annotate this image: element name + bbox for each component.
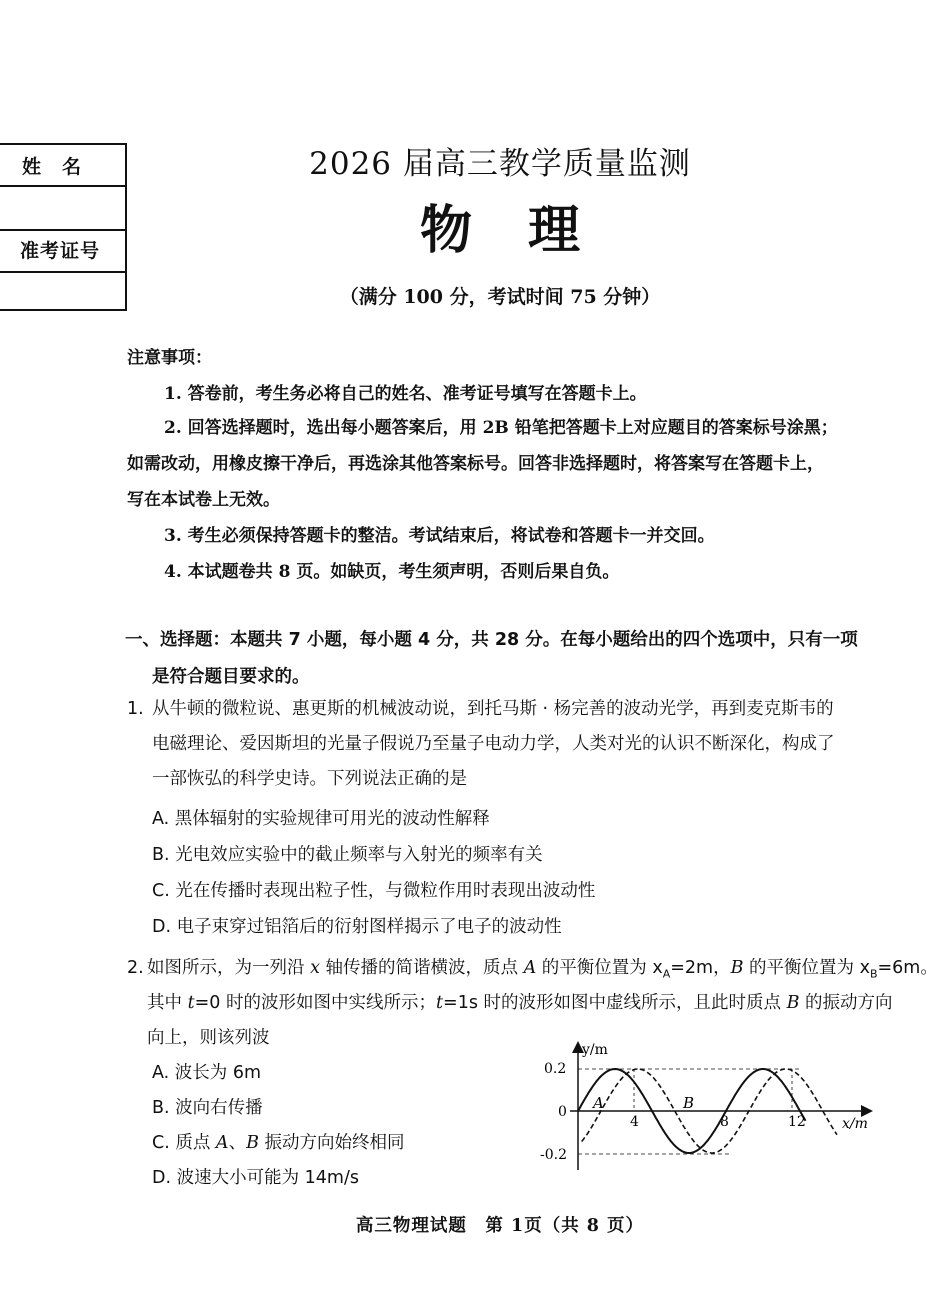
q1-stem <box>152 692 887 797</box>
section-heading <box>125 622 885 696</box>
q1-option-d[interactable]: D. 电子束穿过铝箔后的衍射图样揭示了电子的波动性 <box>152 917 562 937</box>
y-tick-top: 0.2 <box>544 1061 567 1077</box>
notice-item-3: 3. 考生必须保持答题卡的整洁。考试结束后，将试卷和答题卡一并交回。 <box>164 526 715 546</box>
q2-option-b[interactable]: B. 波向右传播 <box>152 1098 263 1118</box>
q1-stem-line1: 从牛顿的微粒说、惠更斯的机械波动说，到托马斯 · 杨完善的波动光学，再到麦克斯韦的 <box>152 699 834 719</box>
q1-stem-line2: 电磁理论、爱因斯坦的光量子假说乃至量子电动力学，人类对光的认识不断深化，构成了 <box>152 734 835 754</box>
q2-stem-line2: 其中 t=0 时的波形如图中实线所示；t=1s 时的波形如图中虚线所示，且此时质点 B 的振动方向 <box>147 993 893 1013</box>
x-axis-label: x/m <box>842 1116 868 1132</box>
x-tick-4: 4 <box>630 1114 639 1130</box>
q1-stem-line3: 一部恢弘的科学史诗。下列说法正确的是 <box>152 769 467 789</box>
q1-option-c[interactable]: C. 光在传播时表现出粒子性，与微粒作用时表现出波动性 <box>152 881 596 901</box>
point-a-label: A <box>593 1094 604 1112</box>
q2-option-d[interactable]: D. 波速大小可能为 14m/s <box>152 1168 359 1188</box>
exam-title: 2026 届高三教学质量监测 <box>309 146 691 182</box>
wave-graph <box>530 1038 880 1173</box>
notice-item-1: 1. 答卷前，考生务必将自己的姓名、准考证号填写在答题卡上。 <box>164 384 647 404</box>
point-b-label: B <box>683 1094 695 1112</box>
q1-option-b[interactable]: B. 光电效应实验中的截止频率与入射光的频率有关 <box>152 845 543 865</box>
notice-item-2c: 写在本试卷上无效。 <box>127 490 280 510</box>
q1-number: 1. <box>127 699 144 719</box>
notice-heading: 注意事项： <box>127 348 212 368</box>
exam-number-label: 准考证号 <box>20 240 101 262</box>
q2-number: 2. <box>127 958 144 978</box>
q1-option-a[interactable]: A. 黑体辐射的实验规律可用光的波动性解释 <box>152 809 490 829</box>
q2-stem-line1: 如图所示，为一列沿 x 轴传播的简谐横波，质点 A 的平衡位置为 $x_A=2m$，B 的平衡位置为 $x_B=6m$。 <box>147 958 938 981</box>
exam-subtitle: （满分 100 分，考试时间 75 分钟） <box>339 286 661 308</box>
section-heading-line1: 一、选择题：本题共 7 小题，每小题 4 分，共 28 分。在每小题给出的四个选项中，只有一项 <box>125 630 858 650</box>
subject-title: 物理 <box>419 200 636 261</box>
notice-item-2a: 2. 回答选择题时，选出每小题答案后，用 2B 铅笔把答题卡上对应题目的答案标号涂黑； <box>164 418 838 438</box>
q2-stem-line3: 向上，则该列波 <box>147 1028 270 1048</box>
x-tick-12: 12 <box>788 1114 806 1130</box>
y-axis-label: y/m <box>582 1042 608 1058</box>
x-tick-8: 8 <box>720 1114 729 1130</box>
page-footer: 高三物理试题 第 1页（共 8 页） <box>355 1216 645 1236</box>
q2-option-c[interactable]: C. 质点 A、B 振动方向始终相同 <box>152 1133 405 1153</box>
notice-item-4: 4. 本试题卷共 8 页。如缺页，考生须声明，否则后果自负。 <box>164 562 620 582</box>
y-tick-zero: 0 <box>558 1104 567 1120</box>
y-tick-bottom: -0.2 <box>540 1147 567 1163</box>
notice-item-2b: 如需改动，用橡皮擦干净后，再选涂其他答案标号。回答非选择题时，将答案写在答题卡上， <box>127 454 824 474</box>
q2-option-a[interactable]: A. 波长为 6m <box>152 1063 262 1083</box>
name-label: 姓 名 <box>22 156 83 178</box>
section-heading-line2: 是符合题目要求的。 <box>152 667 310 687</box>
